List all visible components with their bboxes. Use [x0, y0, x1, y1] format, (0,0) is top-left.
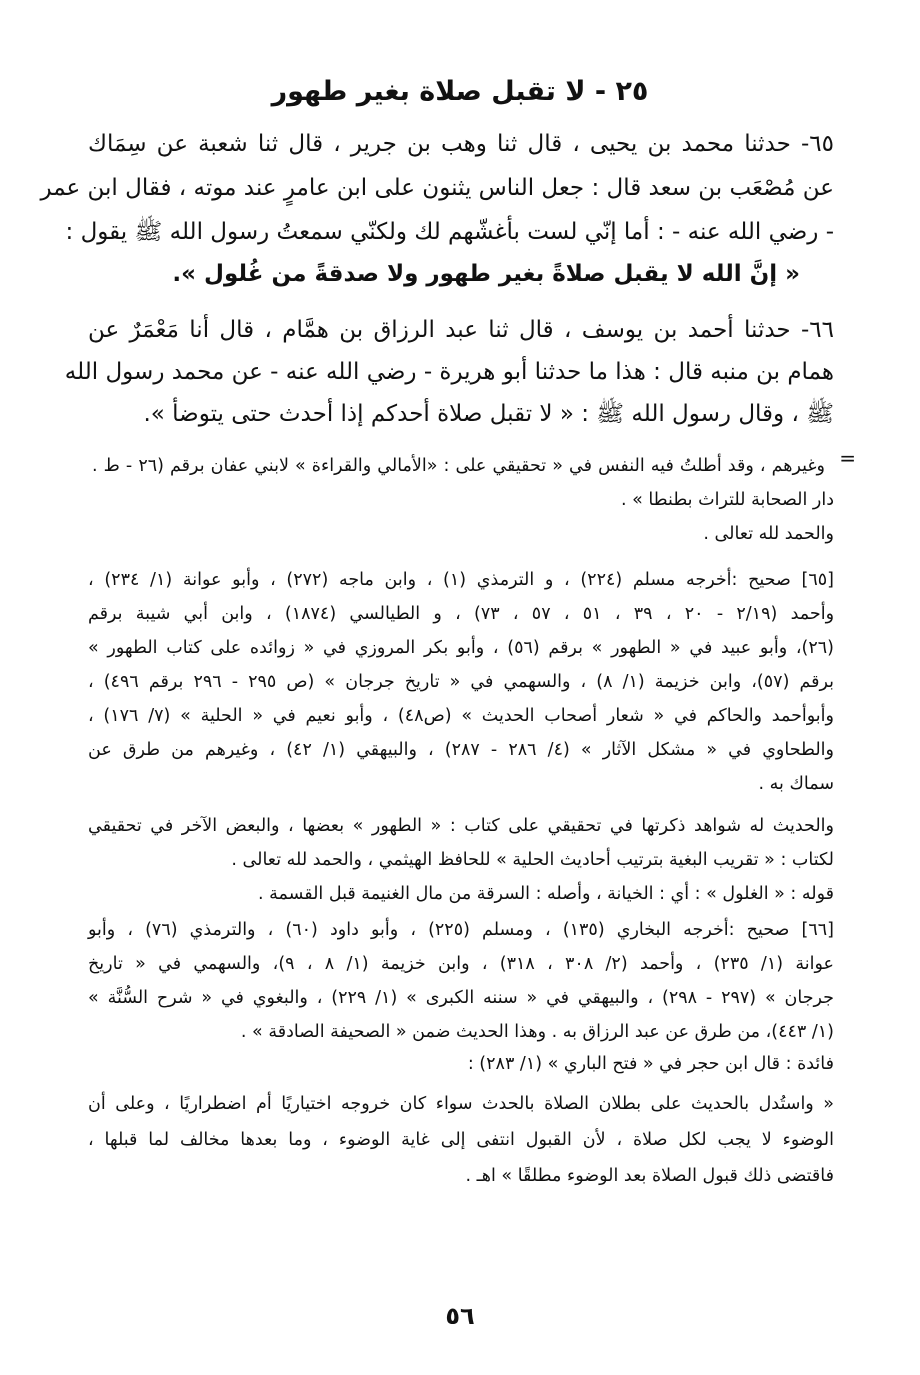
- note-66-line-2: عوانة (١/ ٢٣٥) ، وأحمد (٢/ ٣٠٨ ، ٣١٨) ، وابن خزيمة (١/ ٨ ، ٩)، والسهمي في « تاريخ: [88, 954, 834, 974]
- note-66-line-1: [٦٦] صحيح :أخرجه البخاري (١٣٥) ، ومسلم (٢٢٥) ، وأبو داود (٦٠) ، والترمذي (٧٦) ، وأبو: [88, 920, 834, 940]
- note-shawahid-line-1: والحديث له شواهد ذكرتها في تحقيقي على كتاب : « الطهور » بعضها ، والبعض الآخر في تحقيقي: [88, 816, 834, 836]
- note-shawahid-line-2: لكتاب : « تقريب البغية بترتيب أحاديث الحلية » للحافظ الهيثمي ، والحمد لله تعالى .: [231, 850, 834, 870]
- note-65-line-7: سماك به .: [758, 774, 834, 794]
- note-65-line-6: والطحاوي في « مشكل الآثار » (٤/ ٢٨٦ - ٢٨٧) ، والبيهقي (١/ ٤٢) ، وغيرهم من طرق عن: [88, 740, 834, 760]
- hadith-65-line-1: ٦٥- حدثنا محمد بن يحيى ، قال ثنا وهب بن جرير ، قال ثنا شعبة عن سِمَاك: [88, 131, 834, 157]
- chapter-heading: ٢٥ - لا تقبل صلاة بغير طهور: [271, 76, 649, 107]
- hadith-65-line-3: - رضي الله عنه - : أما إنّي لست بأغشّهم لك ولكنّي سمعتُ رسول الله ﷺ يقول :: [65, 219, 834, 245]
- note-65-line-5: وأبوأحمد والحاكم في « شعار أصحاب الحديث » (ص٤٨) ، وأبو نعيم في « الحلية » (٧/ ١٧٦) ،: [88, 706, 834, 726]
- hadith-66-line-3: ﷺ ، وقال رسول الله ﷺ : « لا تقبل صلاة أحدكم إذا أحدث حتى يتوضأ ».: [143, 401, 834, 427]
- note-faida-title: فائدة : قال ابن حجر في « فتح الباري » (١/ ٢٨٣) :: [467, 1054, 834, 1074]
- note-65-line-4: برقم (٥٧)، وابن خزيمة (١/ ٨) ، والسهمي في « تاريخ جرجان » (ص ٢٩٥ - ٢٩٦ برقم ٤٩٦) ،: [88, 672, 834, 692]
- note-continuation-line-2: دار الصحابة للتراث بطنطا » .: [620, 490, 834, 510]
- note-65-line-2: وأحمد (٢/١٩ - ٢٠ ، ٣٩ ، ٥١ ، ٥٧ ، ٧٣) ، و الطيالسي (١٨٧٤) ، وابن أبي شيبة برقم: [88, 604, 835, 624]
- continuation-marker: =: [839, 446, 856, 470]
- page-number: ٥٦: [445, 1302, 475, 1330]
- note-faida-line-2: الوضوء لا يجب لكل صلاة ، لأن القبول انتفى إلى غاية الوضوء ، وما بعدها مخالف لما قبلها ،: [88, 1130, 834, 1150]
- note-66-line-4: (١/ ٤٤٣)، من طرق عن عبد الرزاق به . وهذا الحديث ضمن « الصحيفة الصادقة » .: [240, 1022, 834, 1042]
- note-ghulul-definition: قوله : « الغلول » : أي : الخيانة ، وأصله : السرقة من مال الغنيمة قبل القسمة .: [258, 884, 834, 904]
- note-continuation-line-3: والحمد لله تعالى .: [703, 524, 834, 544]
- hadith-66-line-2: همام بن منبه قال : هذا ما حدثنا أبو هريرة - رضي الله عنه - عن محمد رسول الله: [64, 359, 834, 385]
- note-continuation-line-1: وغيرهم ، وقد أطلتُ فيه النفس في « تحقيقي على : «الأمالي والقراءة » لابني عفان برقم (٢٦ - ط .: [92, 456, 825, 476]
- hadith-66-line-1: ٦٦- حدثنا أحمد بن يوسف ، قال ثنا عبد الرزاق بن همَّام ، قال أنا مَعْمَرٌ عن: [88, 317, 834, 343]
- note-faida-line-1: « واستُدل بالحديث على بطلان الصلاة بالحدث سواء كان خروجه اختياريًا أم اضطراريًا ، وعلى أن: [88, 1094, 834, 1114]
- hadith-65-line-4: « إنَّ الله لا يقبل صلاةً بغير طهور ولا صدقةً من غُلول ».: [172, 261, 800, 287]
- note-65-line-3: (٢٦)، وأبو عبيد في « الطهور » برقم (٥٦) ، وأبو بكر المروزي في « زوائده على كتاب الطهور »: [88, 638, 834, 658]
- hadith-65-line-2: عن مُصْعَب بن سعد قال : جعل الناس يثنون على ابن عامرٍ عند موته ، فقال ابن عمر: [40, 175, 834, 201]
- note-66-line-3: جرجان » (٢٩٧ - ٢٩٨) ، والبيهقي في « سننه الكبرى » (١/ ٢٢٩) ، والبغوي في « شرح السُّنَّة »: [88, 988, 834, 1008]
- note-faida-line-3: فاقتضى ذلك قبول الصلاة بعد الوضوء مطلقًا » اهـ .: [465, 1166, 834, 1186]
- note-65-line-1: [٦٥] صحيح :أخرجه مسلم (٢٢٤) ، و الترمذي (١) ، وابن ماجه (٢٧٢) ، وأبو عوانة (١/ ٢٣٤) ،: [88, 570, 834, 590]
